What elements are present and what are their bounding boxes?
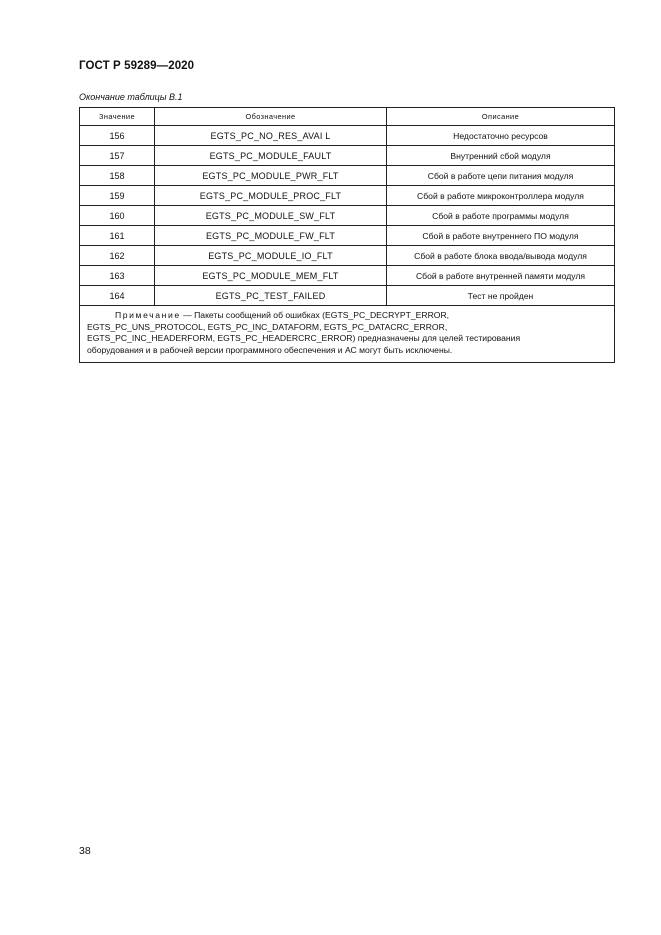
note-line: EGTS_PC_INC_HEADERFORM, EGTS_PC_HEADERCRC_ERROR) предназначены для целей тестирования <box>87 333 521 343</box>
row-description: Сбой в работе микроконтроллера модуля <box>387 186 615 206</box>
row-value: 158 <box>80 166 155 186</box>
row-value: 163 <box>80 266 155 286</box>
row-description: Тест не пройден <box>387 286 615 306</box>
row-value: 162 <box>80 246 155 266</box>
header-designation: Обозначение <box>155 108 387 126</box>
row-value: 159 <box>80 186 155 206</box>
table-row <box>80 146 615 166</box>
row-description: Сбой в работе цепи питания модуля <box>387 166 615 186</box>
table-row <box>80 286 615 306</box>
row-code: EGTS_PC_MODULE_MEM_FLT <box>155 266 387 286</box>
table-row <box>80 186 615 206</box>
row-value: 164 <box>80 286 155 306</box>
row-code: EGTS_PC_MODULE_IO_FLT <box>155 246 387 266</box>
row-description: Сбой в работе внутренней памяти модуля <box>387 266 615 286</box>
row-description: Внутренний сбой модуля <box>387 146 615 166</box>
row-description: Сбой в работе блока ввода/вывода модуля <box>387 246 615 266</box>
table-row <box>80 126 615 146</box>
row-code: EGTS_PC_MODULE_PROC_FLT <box>155 186 387 206</box>
page-number: 38 <box>79 845 91 857</box>
row-description: Сбой в работе программы модуля <box>387 206 615 226</box>
row-code: EGTS_PC_MODULE_SW_FLT <box>155 206 387 226</box>
row-code: EGTS_PC_MODULE_PWR_FLT <box>155 166 387 186</box>
row-value: 156 <box>80 126 155 146</box>
table-note <box>80 306 615 363</box>
row-description: Недостаточно ресурсов <box>387 126 615 146</box>
note-line: EGTS_PC_UNS_PROTOCOL, EGTS_PC_INC_DATAFORM, EGTS_PC_DATACRC_ERROR, <box>87 321 448 332</box>
row-description: Сбой в работе внутреннего ПО модуля <box>387 226 615 246</box>
note-label: Примечание <box>115 310 181 320</box>
table-row <box>80 226 615 246</box>
table-header-row <box>80 108 615 126</box>
table-row <box>80 246 615 266</box>
table-caption: Окончание таблицы В.1 <box>79 92 183 102</box>
row-code: EGTS_PC_MODULE_FW_FLT <box>155 226 387 246</box>
row-value: 157 <box>80 146 155 166</box>
header-value: Значение <box>80 108 155 126</box>
row-value: 160 <box>80 206 155 226</box>
table-row <box>80 166 615 186</box>
table-row <box>80 266 615 286</box>
note-line: оборудования и в рабочей версии программного обеспечения и АС могут быть исключены. <box>87 344 453 355</box>
row-code: EGTS_PC_TEST_FAILED <box>155 286 387 306</box>
note-line: — Пакеты сообщений об ошибках (EGTS_PC_DECRYPT_ERROR, <box>180 310 450 320</box>
document-title: ГОСТ Р 59289—2020 <box>79 60 195 72</box>
table-row <box>80 206 615 226</box>
table-note-row <box>80 306 615 363</box>
row-value: 161 <box>80 226 155 246</box>
row-code: EGTS_PC_MODULE_FAULT <box>155 146 387 166</box>
codes-table <box>79 107 615 363</box>
header-description: Описание <box>387 108 615 126</box>
row-code: EGTS_PC_NO_RES_AVAI L <box>155 126 387 146</box>
